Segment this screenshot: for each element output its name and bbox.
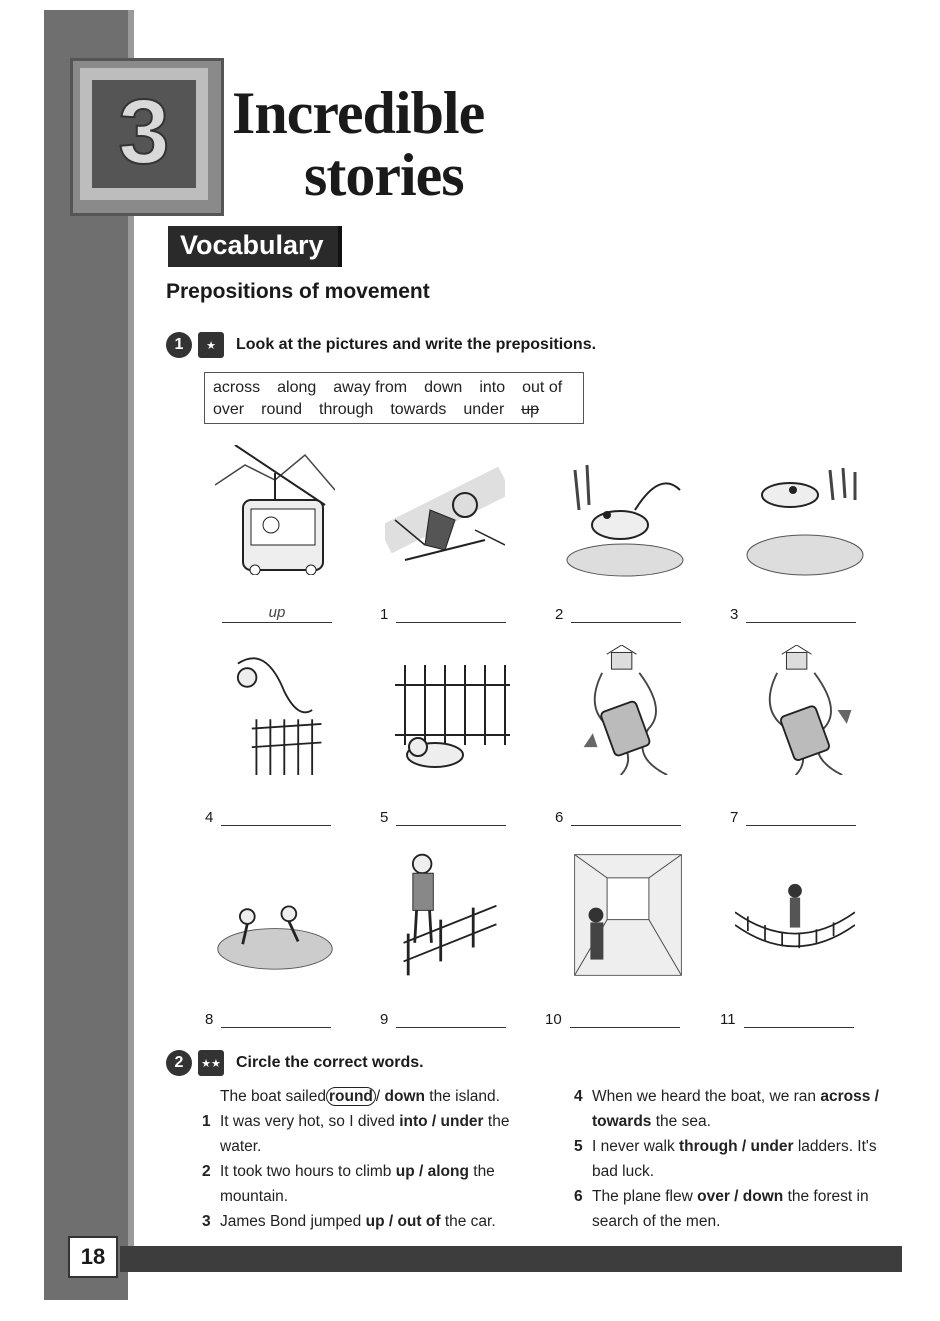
sentence-text: the sea. (651, 1113, 711, 1130)
answer-11[interactable] (720, 1009, 854, 1028)
option-1[interactable]: across (820, 1088, 871, 1105)
exercise1-number: 1 (166, 332, 192, 358)
answer-number: 2 (555, 606, 564, 623)
word: round (261, 401, 303, 418)
answer-line[interactable] (570, 1009, 680, 1028)
unit-title (232, 82, 552, 206)
answer-line[interactable] (744, 1009, 854, 1028)
option-2[interactable]: towards (592, 1113, 652, 1130)
word-row-1 (213, 377, 575, 399)
sentence-text: the forest in search of the men. (592, 1188, 869, 1230)
option-1[interactable]: up (365, 1213, 385, 1230)
sentence-4 (574, 1084, 894, 1134)
word: away from (333, 379, 408, 396)
word: into (479, 379, 506, 396)
option-2[interactable]: under (440, 1113, 484, 1130)
cable-car-picture (215, 445, 335, 575)
subheading: Prepositions of movement (166, 280, 430, 303)
skier-picture (385, 450, 505, 580)
answer-line: up (222, 604, 332, 623)
example-sentence (202, 1084, 542, 1109)
word-row-2 (213, 399, 575, 421)
word: down (424, 379, 463, 396)
man-along-bridge-picture (390, 850, 510, 980)
answer-number: 3 (730, 606, 739, 623)
option-1[interactable]: over (697, 1188, 730, 1205)
option: down (384, 1088, 425, 1105)
exercise2-instruction: Circle the correct words. (236, 1054, 424, 1071)
sentence-5 (574, 1134, 894, 1184)
answer-line[interactable] (221, 807, 331, 826)
sentence-text: the mountain. (220, 1163, 495, 1205)
answer-line[interactable] (396, 604, 506, 623)
exercise1-header (166, 332, 596, 358)
unit-title-line2: stories (304, 142, 464, 208)
word: along (277, 379, 317, 396)
option-2[interactable]: under (750, 1138, 794, 1155)
word: across (213, 379, 261, 396)
sentence-6 (574, 1184, 894, 1234)
bottom-bar (120, 1246, 902, 1272)
exercise1-instruction: Look at the pictures and write the prepositions. (236, 336, 597, 353)
option-1[interactable]: into (399, 1113, 428, 1130)
answer-line[interactable] (221, 1009, 331, 1028)
answer-number: 9 (380, 1011, 389, 1028)
separator: / (414, 1163, 428, 1180)
option-1[interactable]: through (679, 1138, 738, 1155)
answer-line[interactable] (746, 604, 856, 623)
option-2[interactable]: down (742, 1188, 784, 1205)
sentence-text: It took two hours to climb (220, 1163, 396, 1180)
word: under (463, 401, 505, 418)
sentence-text: When we heard the boat, we ran (592, 1088, 821, 1105)
exercise2-number: 2 (166, 1050, 192, 1076)
separator: / (870, 1088, 879, 1105)
unit-number: 3 (118, 81, 170, 183)
sentence-text: the water. (220, 1113, 510, 1155)
answer-5[interactable] (380, 807, 506, 826)
option-1[interactable]: up (395, 1163, 415, 1180)
answer-number: 6 (555, 809, 564, 826)
word: over (213, 401, 245, 418)
word: towards (390, 401, 447, 418)
star-icon: ★ (198, 332, 224, 358)
sentence-text: James Bond jumped (220, 1213, 366, 1230)
answer-9[interactable] (380, 1009, 506, 1028)
page-number: 18 (68, 1236, 118, 1278)
sentence-text: The boat sailed (220, 1088, 326, 1105)
answer-number: 7 (730, 809, 739, 826)
answer-example (222, 604, 332, 623)
answer-line[interactable] (396, 807, 506, 826)
sentence-text: the island. (425, 1088, 500, 1105)
answer-4[interactable] (205, 807, 331, 826)
answer-3[interactable] (730, 604, 856, 623)
answer-7[interactable] (730, 807, 856, 826)
unit-title-line1: Incredible (232, 80, 485, 146)
sentence-text: It was very hot, so I dived (220, 1113, 400, 1130)
cat-under-fence-picture (390, 655, 510, 785)
exercise2-header (166, 1050, 424, 1076)
sentence-text: The plane flew (592, 1188, 698, 1205)
option-2[interactable]: along (427, 1163, 469, 1180)
girl-across-bridge-picture (735, 860, 855, 990)
separator: / (427, 1113, 441, 1130)
separator: / (375, 1088, 385, 1105)
word: out of (522, 379, 563, 396)
sentence-number: 6 (574, 1188, 583, 1205)
sentences-left (202, 1084, 542, 1234)
sentence-2 (202, 1159, 542, 1209)
answer-2[interactable] (555, 604, 681, 623)
answer-line[interactable] (746, 807, 856, 826)
answer-1[interactable] (380, 604, 506, 623)
answer-number: 5 (380, 809, 389, 826)
answer-number: 4 (205, 809, 214, 826)
answer-line[interactable] (571, 807, 681, 826)
sentence-number: 3 (202, 1213, 211, 1230)
answer-6[interactable] (555, 807, 681, 826)
word: through (319, 401, 374, 418)
car-away-from-house-picture (570, 645, 690, 775)
answer-number: 11 (720, 1011, 736, 1028)
car-towards-house-picture (745, 645, 865, 775)
word-struck: up (521, 401, 540, 418)
sentence-number: 5 (574, 1138, 583, 1155)
stars-icon: ★★ (198, 1050, 224, 1076)
sentence-text: I never walk (592, 1138, 680, 1155)
sentence-text: the car. (440, 1213, 496, 1230)
answer-number: 8 (205, 1011, 214, 1028)
separator: / (737, 1138, 751, 1155)
dog-jumping-into-water-picture (745, 460, 865, 590)
answer-line[interactable] (396, 1009, 506, 1028)
answer-line[interactable] (571, 604, 681, 623)
sentence-number: 1 (202, 1113, 211, 1130)
sentence-number: 2 (202, 1163, 211, 1180)
word-box (204, 372, 584, 424)
dog-jumping-out-of-water-picture (565, 450, 685, 580)
circled-answer: round (326, 1087, 376, 1106)
answer-10[interactable] (545, 1009, 680, 1028)
cat-over-fence-picture (215, 645, 335, 775)
option-2[interactable]: out of (397, 1213, 441, 1230)
answer-number: 10 (545, 1011, 562, 1028)
separator: / (384, 1213, 398, 1230)
girl-through-tunnel-picture (568, 850, 688, 980)
answer-8[interactable] (205, 1009, 331, 1028)
sentence-1 (202, 1109, 542, 1159)
men-round-track-picture (215, 870, 335, 1000)
separator: / (729, 1188, 743, 1205)
sentence-text: ladders. It's bad luck. (592, 1138, 877, 1180)
sentences-right (574, 1084, 894, 1234)
sentence-number: 4 (574, 1088, 583, 1105)
sentence-3 (202, 1209, 542, 1234)
answer-number: 1 (380, 606, 389, 623)
section-tag: Vocabulary (168, 226, 342, 267)
